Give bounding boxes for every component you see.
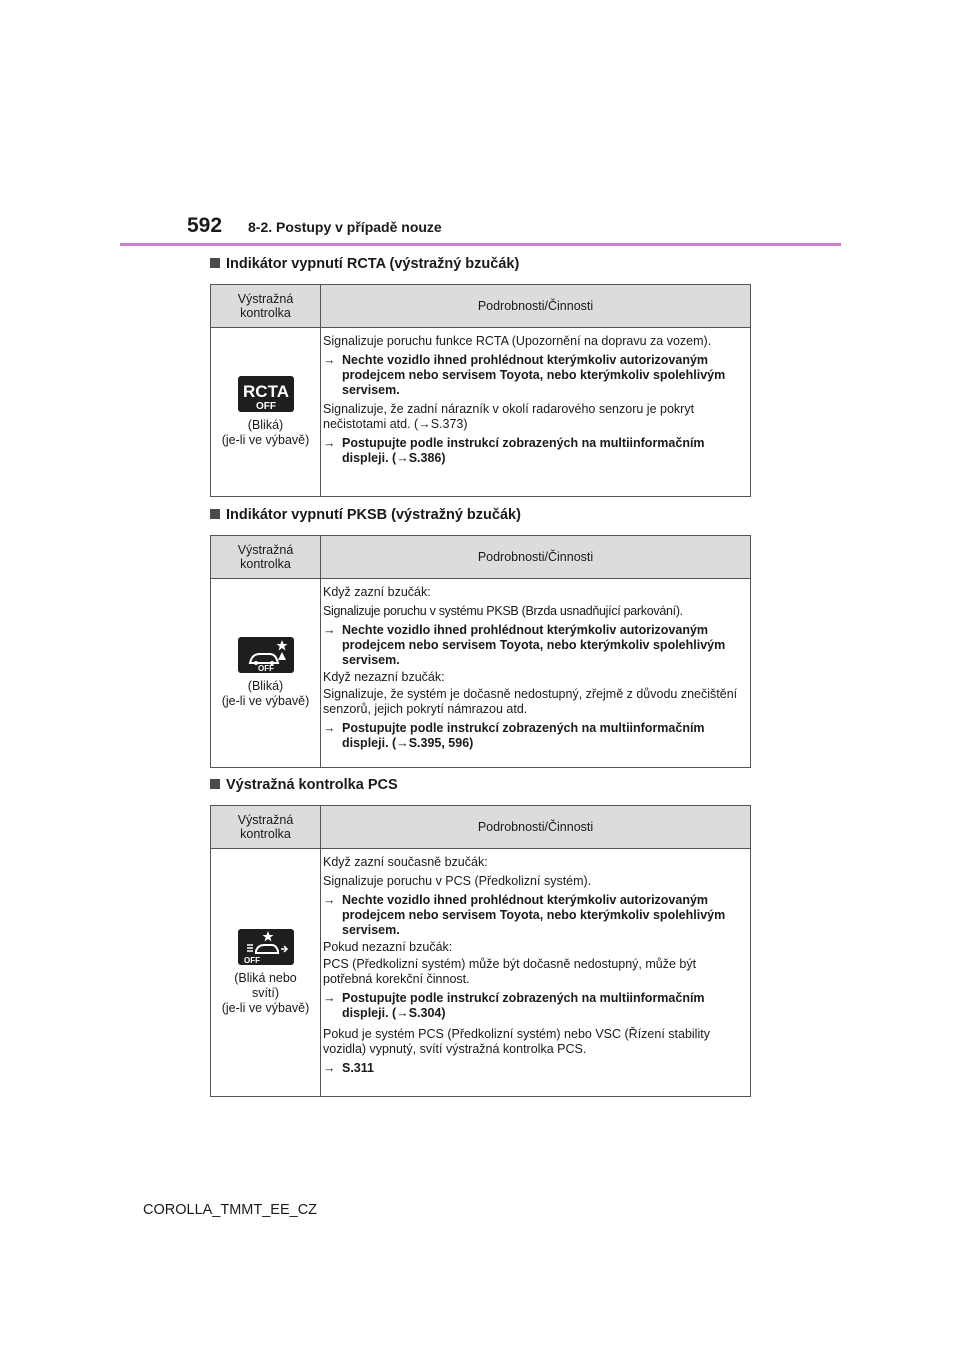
action-item: → Postupujte podle instrukcí zobrazených na multiinformačním displeji. (→S.395, 596) xyxy=(323,721,705,750)
col-header-details: Podrobnosti/Činnosti xyxy=(321,806,751,849)
indicator-cell xyxy=(211,579,321,768)
condition-text: Když zazní současně bzučák: xyxy=(323,855,488,869)
details-cell xyxy=(321,849,751,1097)
page-reference[interactable]: →S.386 xyxy=(396,451,442,465)
rcta-off-icon xyxy=(238,376,294,412)
col-header-light: Výstražná kontrolka xyxy=(211,806,321,849)
condition-text: Když zazní bzučák: xyxy=(323,585,431,599)
condition-text: Když nezazní bzučák: xyxy=(323,670,445,684)
arrow-right-icon: → xyxy=(323,893,336,907)
svg-text:OFF: OFF xyxy=(255,401,276,412)
table-header-row xyxy=(211,536,751,579)
page-number: 592 xyxy=(187,214,223,237)
arrow-right-icon: → xyxy=(323,436,336,450)
page-reference[interactable]: →S.395, 596 xyxy=(396,736,470,750)
action-item: → Nechte vozidlo ihned prohlédnout kterýmkoliv autorizovaným prodejcem nebo servisem Toyota, nebo kterýmkoliv spolehlivým servisem. xyxy=(323,893,726,937)
table-row xyxy=(211,579,751,768)
status-text: (Bliká) xyxy=(247,418,284,432)
table-pksb xyxy=(210,535,751,768)
page-reference[interactable]: →S.373 xyxy=(418,417,464,431)
equipment-text: (je-li ve výbavě) xyxy=(221,1001,310,1015)
action-item: → Postupujte podle instrukcí zobrazených na multiinformačním displeji. (→S.304) xyxy=(323,991,705,1020)
indicator-cell xyxy=(211,328,321,497)
action-item: → Nechte vozidlo ihned prohlédnout kterýmkoliv autorizovaným prodejcem nebo servisem Toyota, nebo kterýmkoliv spolehlivým servisem. xyxy=(323,623,726,667)
description: Signalizuje poruchu v systému PKSB (Brzda usnadňující parkování). xyxy=(323,604,683,618)
col-header-details: Podrobnosti/Činnosti xyxy=(321,536,751,579)
col-header-details: Podrobnosti/Činnosti xyxy=(321,285,751,328)
description: Signalizuje, že systém je dočasně nedostupný, zřejmě z důvodu znečištění senzorů, jejich pokrytí námrazou atd. xyxy=(323,687,738,716)
action-item: → Nechte vozidlo ihned prohlédnout kterýmkoliv autorizovaným prodejcem nebo servisem Toyota, nebo kterýmkoliv spolehlivým servisem. xyxy=(323,353,726,397)
description: Signalizuje poruchu v PCS (Předkolizní systém). xyxy=(323,874,592,888)
svg-text:OFF: OFF xyxy=(257,664,274,673)
col-header-light: Výstražná kontrolka xyxy=(211,285,321,328)
table-pcs xyxy=(210,805,751,1097)
square-bullet-icon xyxy=(210,509,220,519)
pcs-off-icon xyxy=(238,929,294,965)
document-code: COROLLA_TMMT_EE_CZ xyxy=(143,1202,318,1218)
svg-text:RCTA: RCTA xyxy=(242,382,289,401)
section-title: 8-2. Postupy v případě nouze xyxy=(248,219,442,235)
square-bullet-icon xyxy=(210,258,220,268)
description: Signalizuje poruchu funkce RCTA (Upozornění na dopravu za vozem). xyxy=(323,334,712,348)
table-row xyxy=(211,328,751,497)
svg-text:OFF: OFF xyxy=(243,956,260,965)
status-text: (Bliká) xyxy=(247,679,284,693)
heading-pcs: Výstražná kontrolka PCS xyxy=(210,777,398,793)
table-header-row xyxy=(211,285,751,328)
table-header-row xyxy=(211,806,751,849)
heading-pksb: Indikátor vypnutí PKSB (výstražný bzučák) xyxy=(210,507,521,523)
indicator-cell xyxy=(211,849,321,1097)
details-cell xyxy=(321,328,751,497)
col-header-light: Výstražná kontrolka xyxy=(211,536,321,579)
equipment-text: (je-li ve výbavě) xyxy=(221,433,310,447)
arrow-right-icon: → xyxy=(323,623,336,637)
condition-text: Pokud nezazní bzučák: xyxy=(323,940,453,954)
page-reference[interactable]: S.311 xyxy=(342,1061,374,1075)
description: PCS (Předkolizní systém) může být dočasně nedostupný, může být potřebná korekční činnost. xyxy=(323,957,697,986)
description: Pokud je systém PCS (Předkolizní systém) nebo VSC (Řízení stability vozidla) vypnutý, svítí výstražná kontrolka PCS. xyxy=(323,1027,710,1056)
arrow-right-icon: → xyxy=(323,353,336,367)
table-rcta xyxy=(210,284,751,497)
arrow-right-icon: → xyxy=(323,991,336,1005)
square-bullet-icon xyxy=(210,779,220,789)
equipment-text: (je-li ve výbavě) xyxy=(221,694,310,708)
status-text: (Bliká nebo svítí) xyxy=(234,971,297,1000)
description: Signalizuje, že zadní nárazník v okolí radarového senzoru je pokryt nečistotami atd. (→S.373) xyxy=(323,402,695,431)
page-reference[interactable]: →S.304 xyxy=(396,1006,442,1020)
heading-rcta: Indikátor vypnutí RCTA (výstražný bzučák) xyxy=(210,256,519,272)
details-cell xyxy=(321,579,751,768)
table-row xyxy=(211,849,751,1097)
arrow-right-icon: → xyxy=(323,721,336,735)
action-item: → Postupujte podle instrukcí zobrazených na multiinformačním displeji. (→S.386) xyxy=(323,436,705,465)
arrow-right-icon: → xyxy=(323,1061,336,1075)
pksb-off-icon xyxy=(238,637,294,673)
action-item xyxy=(323,1061,746,1076)
header-rule xyxy=(120,243,841,246)
